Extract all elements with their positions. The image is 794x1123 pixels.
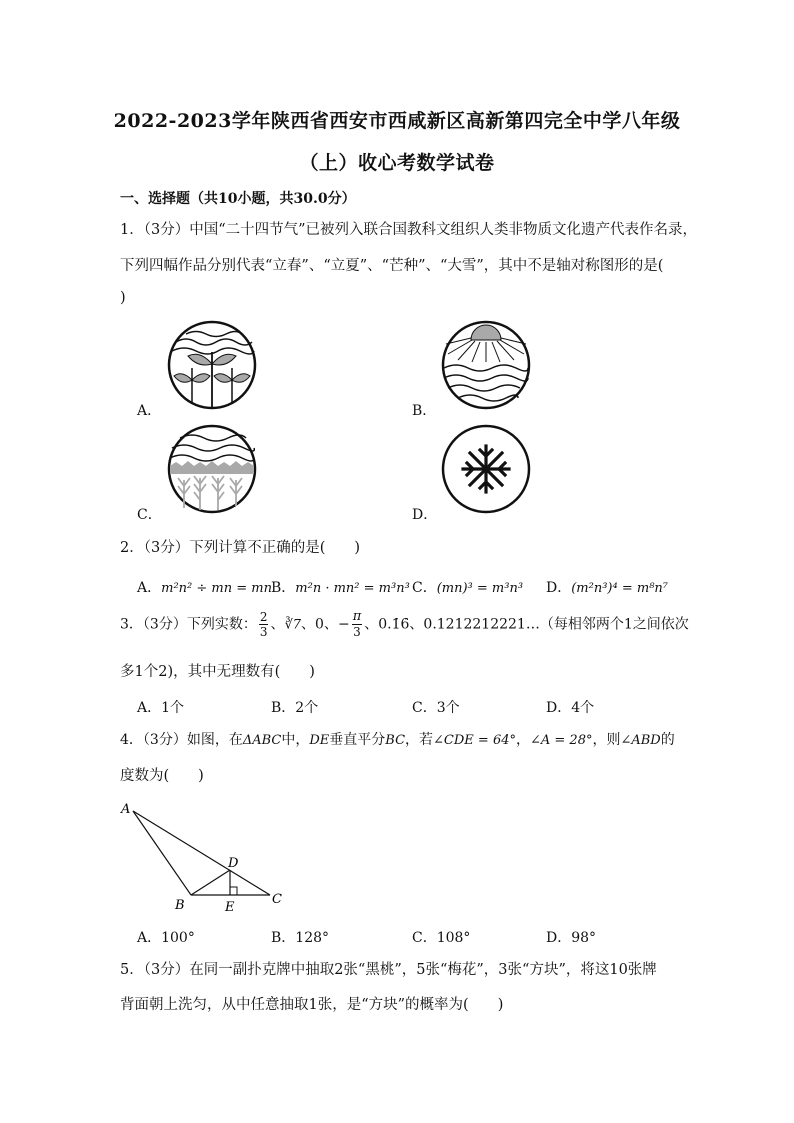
q4-angle-a: ∠A = 28° bbox=[529, 733, 593, 748]
vertex-c-label: C bbox=[272, 892, 282, 907]
q4-line1 bbox=[120, 729, 675, 749]
point-e-label: E bbox=[225, 900, 235, 915]
section-heading: 一、选择题（共10小题，共30.0分） bbox=[120, 191, 356, 207]
q2-option-c bbox=[412, 577, 523, 597]
frac2-numerator: π bbox=[352, 609, 362, 624]
q3-sep1: 、 bbox=[270, 616, 285, 633]
q4-p7: 的 bbox=[660, 732, 675, 748]
q1-option-d-label: D． bbox=[412, 507, 438, 523]
q2-option-a-expr: m²n² ÷ mn = mn bbox=[161, 581, 272, 596]
q4-line2: 度数为( ) bbox=[120, 768, 204, 784]
q2-option-d-label: D． bbox=[546, 580, 572, 596]
frac2-denominator: 3 bbox=[353, 625, 361, 639]
q2-option-c-label: C． bbox=[412, 580, 437, 596]
fraction-two-thirds bbox=[259, 610, 269, 639]
q1-option-b-label: B． bbox=[412, 403, 437, 419]
fraction-pi-thirds bbox=[352, 610, 363, 639]
q4-option-c: C．108° bbox=[412, 930, 471, 946]
q4-p2: 中， bbox=[281, 732, 310, 748]
q3-prefix: 3．（3分）下列实数： bbox=[120, 616, 257, 633]
q4-p4: ，若 bbox=[405, 732, 434, 748]
q2-option-b bbox=[271, 577, 410, 597]
q3-line1 bbox=[120, 610, 689, 639]
q4-option-d: D．98° bbox=[546, 930, 597, 946]
q4-triangle: ΔABC bbox=[242, 733, 282, 748]
q3-sep3: 、 bbox=[364, 616, 379, 633]
q4-angle-cde: ∠CDE = 64° bbox=[433, 733, 516, 748]
q3-sep2: 、0、 bbox=[301, 616, 338, 633]
q4-p3: 垂直平分 bbox=[329, 732, 386, 748]
q3-option-d: D．4个 bbox=[546, 700, 595, 716]
q2-option-d bbox=[546, 577, 668, 597]
triangle-figure bbox=[115, 795, 295, 915]
page-title: 2022-2023学年陕西省西安市西咸新区高新第四完全中学八年级 bbox=[113, 110, 681, 132]
q1-option-c-label: C． bbox=[137, 507, 162, 523]
frac1-denominator: 3 bbox=[259, 625, 268, 639]
negative-sign: − bbox=[337, 616, 350, 633]
q4-de: DE bbox=[309, 733, 330, 748]
spring-sprout-figure bbox=[166, 320, 258, 410]
q2-option-c-expr: (mn)³ = m³n³ bbox=[436, 581, 524, 596]
q4-p6: ，则 bbox=[592, 732, 621, 748]
q2-stem: 2．（3分）下列计算不正确的是( ) bbox=[120, 540, 361, 556]
q3-option-a: A．1个 bbox=[137, 700, 185, 716]
q4-option-a: A．100° bbox=[137, 930, 195, 946]
frac1-numerator: 2 bbox=[259, 610, 268, 624]
grain-in-ear-figure bbox=[166, 424, 258, 514]
q1-line3: ) bbox=[120, 290, 126, 306]
repeating-decimal: 0.1̇6̇ bbox=[378, 616, 410, 633]
vertex-b-label: B bbox=[175, 898, 185, 913]
q4-p1: 4．（3分）如图，在 bbox=[120, 732, 243, 748]
vertex-a-label: A bbox=[121, 802, 131, 817]
q1-option-a-label: A． bbox=[137, 403, 162, 419]
q2-option-d-expr: (m²n³)⁴ = m⁸n⁷ bbox=[571, 581, 668, 596]
q2-option-a-label: A． bbox=[137, 580, 162, 596]
cube-root-seven: ∛7 bbox=[284, 617, 302, 633]
snowflake-figure bbox=[440, 424, 532, 514]
q3-option-c: C．3个 bbox=[412, 700, 460, 716]
q3-line2: 多1个2)，其中无理数有( ) bbox=[120, 664, 315, 680]
q5-line2: 背面朝上洗匀，从中任意抽取1张，是“方块”的概率为( ) bbox=[120, 997, 504, 1013]
q4-angle-abd: ∠ABD bbox=[620, 733, 661, 748]
q3-option-b: B．2个 bbox=[271, 700, 319, 716]
q2-option-a bbox=[137, 577, 272, 597]
q2-option-b-label: B． bbox=[271, 580, 296, 596]
q2-option-b-expr: m²n · mn² = m³n³ bbox=[295, 581, 410, 596]
q5-line1: 5．（3分）在同一副扑克牌中抽取2张“黑桃”，5张“梅花”，3张“方块”，将这10张牌 bbox=[120, 962, 657, 978]
q4-bc: BC bbox=[385, 733, 406, 748]
q3-sep4: 、0.1212212221…（每相邻两个1之间依次 bbox=[409, 616, 689, 633]
summer-sun-figure bbox=[440, 320, 532, 410]
q1-line1: 1．（3分）中国“二十四节气”已被列入联合国教科文组织人类非物质文化遗产代表作名录， bbox=[120, 222, 698, 238]
q1-line2: 下列四幅作品分别代表“立春”、“立夏”、“芒种”、“大雪”，其中不是轴对称图形的是( bbox=[120, 258, 664, 274]
point-d-label: D bbox=[228, 856, 239, 871]
q4-p5: ， bbox=[515, 732, 530, 748]
page-subtitle: （上）收心考数学试卷 bbox=[299, 152, 495, 174]
q4-option-b: B．128° bbox=[271, 930, 330, 946]
